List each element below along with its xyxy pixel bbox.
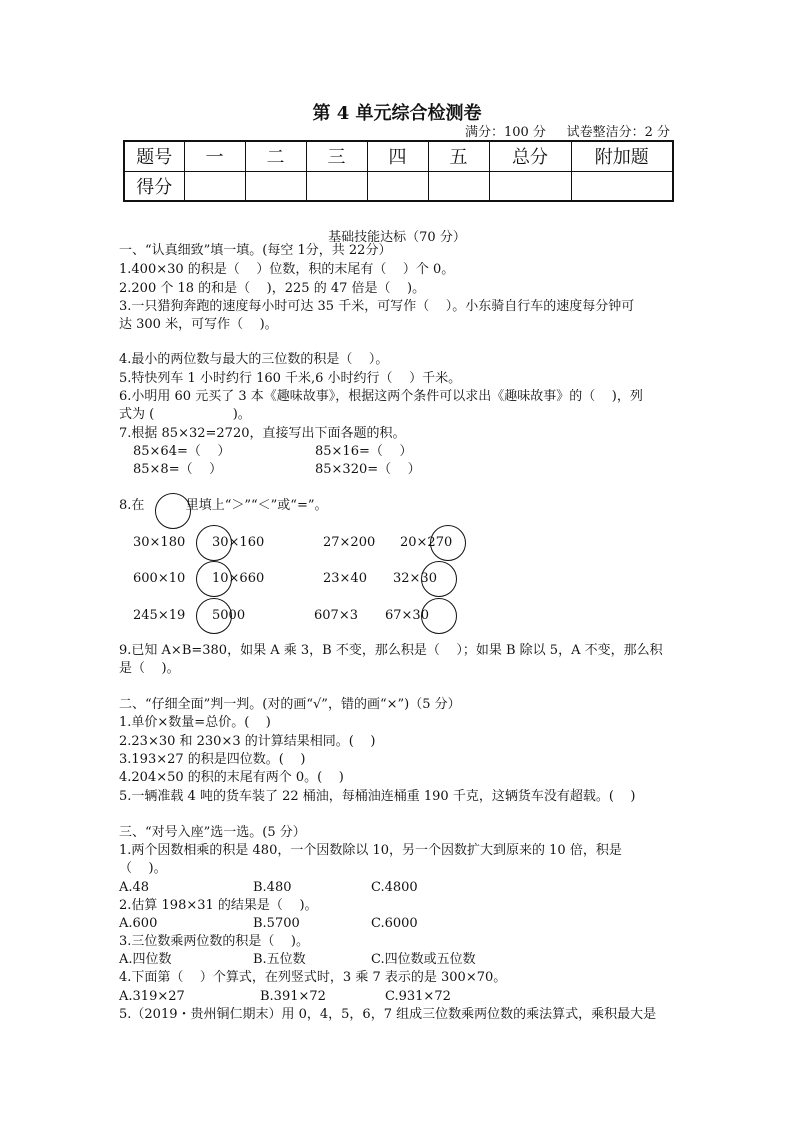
judge-item: 5.一辆准载 4 吨的货车装了 22 桶油，每桶油连桶重 190 千克，这辆货车没有超载。( ) (119, 789, 636, 804)
q8-expr: 607×3 (314, 608, 358, 623)
judge-item: 4.204×50 的积的末尾有两个 0。( ) (119, 770, 344, 785)
compare-circle[interactable] (196, 598, 232, 634)
part1-title: 一、“认真细致”填一填。(每空 1分，共 22分） (119, 243, 392, 258)
table-header-cell: 二 (245, 141, 306, 171)
choice-option: B.五位数 (253, 952, 306, 967)
score-cell[interactable] (184, 171, 245, 201)
q7-item: 85×16=（ ） (315, 444, 413, 459)
question-1: 1.400×30 的积是（ ）位数，积的末尾有（ ）个 0。 (119, 262, 455, 277)
choice-question-3: 3.三位数乘两位数的积是（ )。 (119, 934, 310, 949)
choice-option: C.四位数或五位数 (371, 952, 476, 967)
q8-expr: 27×200 (323, 535, 376, 550)
compare-circle[interactable] (196, 525, 232, 561)
q8-expr: 20×270 (400, 535, 453, 550)
q8-expr: 245×19 (133, 608, 186, 623)
table-header-cell: 一 (184, 141, 245, 171)
part3-title: 三、“对号入座”选一选。(5 分） (119, 825, 306, 840)
choice-option: A.48 (119, 880, 150, 895)
score-cell[interactable] (245, 171, 306, 201)
choice-option: A.600 (119, 916, 158, 931)
compare-circle[interactable] (196, 561, 232, 597)
q8-expr: 30×160 (212, 535, 265, 550)
choice-option: B.391×72 (260, 989, 326, 1004)
question-4: 4.最小的两位数与最大的三位数的积是（ ）。 (119, 352, 389, 367)
compare-circle[interactable] (421, 561, 457, 597)
question-7: 7.根据 85×32=2720，直接写出下面各题的积。 (119, 426, 406, 441)
choice-option: B.5700 (253, 916, 300, 931)
q7-item: 85×320=（ ） (315, 462, 421, 477)
choice-question-2: 2.估算 198×31 的结果是（ )。 (119, 898, 318, 913)
choice-option: C.6000 (371, 916, 418, 931)
part2-title: 二、“仔细全面”判一判。(对的画“√”，错的画“×”)（5 分） (119, 697, 461, 712)
choice-option: C.4800 (371, 880, 418, 895)
q8-expr: 23×40 (323, 571, 367, 586)
question-6: 6.小明用 60 元买了 3 本《趣味故事》，根据这两个条件可以求出《趣味故事》的（ )，列 (119, 389, 643, 404)
q8-expr: 67×30 (385, 608, 429, 623)
question-5: 5.特快列车 1 小时约行 160 千米,6 小时约行（ ）千米。 (119, 371, 462, 386)
q8-expr: 600×10 (133, 571, 186, 586)
question-9: 9.已知 A×B=380，如果 A 乘 3，B 不变，那么积是（ ）；如果 B 除以 5，A 不变，那么积 (119, 643, 663, 658)
choice-question-1: 1.两个因数相乘的积是 480，一个因数除以 10，另一个因数扩大到原来的 10 倍，积是 (119, 843, 622, 858)
table-header-cell: 题号 (124, 141, 184, 171)
question-6-cont: 式为 ( )。 (119, 407, 251, 422)
table-header-cell: 附加题 (571, 141, 673, 171)
score-table-score-row (124, 171, 673, 201)
table-header-cell: 五 (428, 141, 489, 171)
score-table-header-row (124, 141, 673, 171)
question-3: 3.一只猎狗奔跑的速度每小时可达 35 千米，可写作（ ）。小东骑自行车的速度每分钟可 (119, 299, 635, 314)
q7-item: 85×8=（ ） (133, 462, 223, 477)
score-table (123, 140, 674, 202)
compare-circle[interactable] (421, 598, 457, 634)
q8-expr: 5000 (212, 608, 246, 623)
compare-circle-example (155, 493, 191, 529)
q8-expr: 10×660 (212, 571, 265, 586)
choice-question-5: 5.（2019・贵州铜仁期末）用 0，4，5，6，7 组成三位数乘两位数的乘法算式，乘积最大是 (119, 1007, 657, 1022)
question-8: 8.在 里填上“＞”“＜”或“=”。 (119, 498, 328, 513)
q8-expr: 32×30 (393, 571, 437, 586)
choice-option: A.319×27 (119, 989, 185, 1004)
choice-option: A.四位数 (119, 952, 172, 967)
choice-question-1-cont: （ )。 (119, 861, 167, 876)
question-2: 2.200 个 18 的和是（ )，225 的 47 倍是（ )。 (119, 281, 426, 296)
q8-expr: 30×180 (133, 535, 186, 550)
section-heading: 基础技能达标（70 分） (328, 230, 466, 245)
question-3-cont: 达 300 米，可写作（ )。 (119, 317, 278, 332)
choice-option: B.480 (253, 880, 292, 895)
score-cell[interactable] (367, 171, 428, 201)
table-header-cell: 总分 (489, 141, 571, 171)
judge-item: 3.193×27 的积是四位数。( ) (119, 752, 306, 767)
page-title: 第 4 单元综合检测卷 (312, 103, 482, 124)
choice-option: C.931×72 (385, 989, 451, 1004)
table-header-cell: 三 (306, 141, 367, 171)
choice-question-4: 4.下面第（ ）个算式，在列竖式时，3 乘 7 表示的是 300×70。 (119, 970, 507, 985)
judge-item: 1.单价×数量=总价。( ) (119, 715, 271, 730)
score-cell[interactable] (428, 171, 489, 201)
q7-item: 85×64=（ ） (133, 444, 231, 459)
compare-circle[interactable] (430, 525, 466, 561)
score-cell[interactable] (306, 171, 367, 201)
question-9-cont: 是（ )。 (119, 661, 180, 676)
score-info: 满分：100 分 试卷整洁分：2 分 (464, 125, 670, 140)
judge-item: 2.23×30 和 230×3 的计算结果相同。( ) (119, 734, 376, 749)
table-row-label: 得分 (124, 171, 184, 201)
score-cell[interactable] (571, 171, 673, 201)
table-header-cell: 四 (367, 141, 428, 171)
score-cell[interactable] (489, 171, 571, 201)
